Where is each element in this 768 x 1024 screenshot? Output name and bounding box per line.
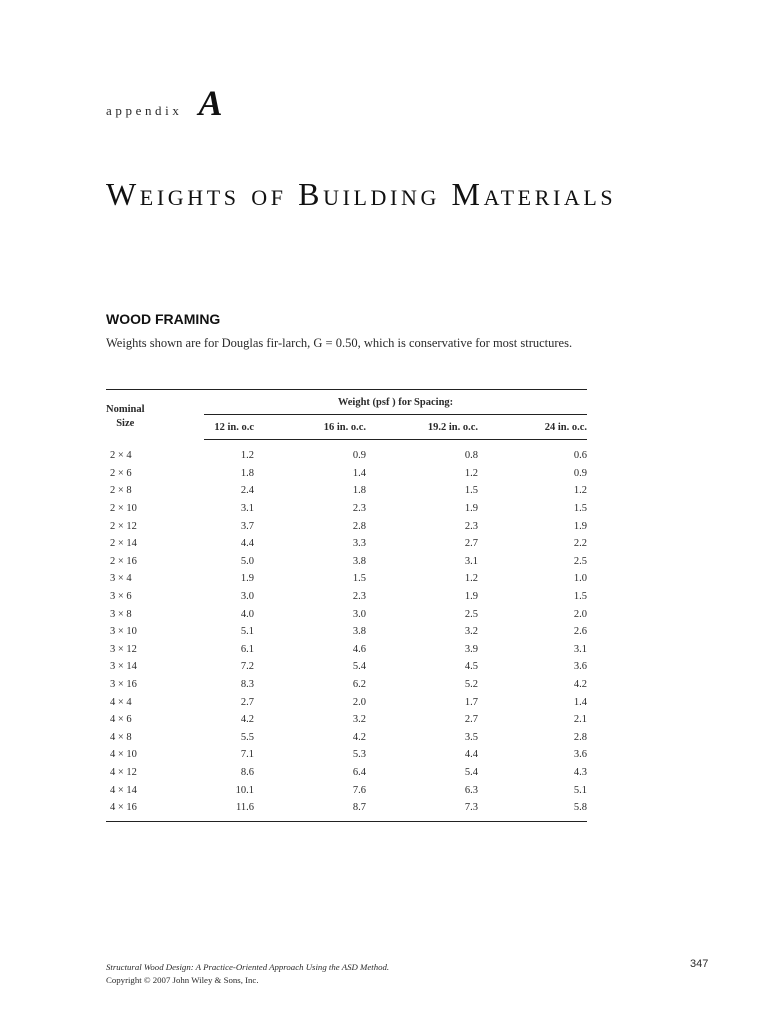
- weight-cell: 3.1: [464, 555, 478, 567]
- table-bottom-rule: [106, 816, 587, 822]
- nominal-size-cell: 2 × 8: [110, 485, 132, 497]
- weight-cell: 6.4: [352, 766, 366, 778]
- nominal-size-header: [106, 390, 204, 440]
- weight-cell: 6.2: [352, 679, 366, 691]
- weight-cell: 3.8: [352, 626, 366, 638]
- weight-cell: 8.7: [352, 802, 366, 814]
- weight-cell: 4.2: [573, 679, 587, 691]
- weights-table-container: [106, 389, 587, 822]
- nominal-size-cell: 3 × 14: [110, 661, 137, 673]
- weight-cell: 1.8: [352, 485, 366, 497]
- weight-cell: 6.3: [464, 784, 478, 796]
- nominal-size-cell: 4 × 14: [110, 784, 137, 796]
- weight-cell: 2.2: [573, 538, 587, 550]
- nominal-size-cell: 3 × 12: [110, 643, 137, 655]
- footer-credits: [106, 961, 389, 987]
- spacing-group-header: Weight (psf ) for Spacing:: [204, 390, 587, 415]
- weight-cell: 7.1: [240, 749, 254, 761]
- column-header: 12 in. o.c: [204, 415, 254, 440]
- weight-cell: 1.9: [464, 503, 478, 515]
- appendix-word: appendix: [106, 103, 183, 118]
- weight-cell: 1.2: [240, 450, 254, 462]
- weight-cell: 3.0: [240, 591, 254, 603]
- table-row: [106, 500, 587, 518]
- weight-cell: 1.2: [573, 485, 587, 497]
- weight-cell: 3.6: [573, 661, 587, 673]
- weight-cell: 2.8: [352, 520, 366, 532]
- appendix-label: [106, 82, 222, 122]
- nominal-size-cell: 2 × 16: [110, 555, 137, 567]
- weight-cell: 2.3: [352, 591, 366, 603]
- weight-cell: 0.6: [573, 450, 587, 462]
- nominal-size-cell: 4 × 12: [110, 766, 137, 778]
- nominal-size-cell: 2 × 10: [110, 503, 137, 515]
- weights-table: [106, 389, 587, 822]
- weight-cell: 3.3: [352, 538, 366, 550]
- table-row: [106, 482, 587, 500]
- weight-cell: 4.4: [464, 749, 478, 761]
- weight-cell: 2.4: [240, 485, 254, 497]
- weight-cell: 8.3: [240, 679, 254, 691]
- weight-cell: 1.0: [573, 573, 587, 585]
- weight-cell: 5.5: [240, 731, 254, 743]
- weight-cell: 3.2: [464, 626, 478, 638]
- weight-cell: 6.1: [240, 643, 254, 655]
- weight-cell: 5.8: [573, 802, 587, 814]
- weight-cell: 1.9: [573, 520, 587, 532]
- weight-cell: 2.0: [352, 696, 366, 708]
- table-row: [106, 799, 587, 817]
- weight-cell: 7.3: [464, 802, 478, 814]
- weight-cell: 2.6: [573, 626, 587, 638]
- table-row: [106, 553, 587, 571]
- weight-cell: 5.4: [464, 766, 478, 778]
- nominal-size-cell: 4 × 10: [110, 749, 137, 761]
- table-row: [106, 447, 587, 465]
- weight-cell: 3.5: [464, 731, 478, 743]
- nominal-size-cell: 3 × 16: [110, 679, 137, 691]
- table-body: [106, 440, 587, 822]
- nominal-size-cell: 2 × 4: [110, 450, 132, 462]
- weight-cell: 3.8: [352, 555, 366, 567]
- nominal-size-cell: 3 × 8: [110, 608, 132, 620]
- weight-cell: 3.1: [240, 503, 254, 515]
- spacer-cell: [106, 440, 587, 448]
- weight-cell: 4.0: [240, 608, 254, 620]
- table-row: [106, 517, 587, 535]
- weight-cell: 2.3: [352, 503, 366, 515]
- table-row: [106, 465, 587, 483]
- weight-cell: 1.9: [464, 591, 478, 603]
- weight-cell: 4.4: [240, 538, 254, 550]
- weight-cell: 0.8: [464, 450, 478, 462]
- table-row: [106, 781, 587, 799]
- nominal-size-header-line2: Size: [116, 417, 135, 429]
- weight-cell: 2.0: [573, 608, 587, 620]
- weight-cell: 2.8: [573, 731, 587, 743]
- weight-cell: 5.1: [573, 784, 587, 796]
- weight-cell: 3.1: [573, 643, 587, 655]
- weight-cell: 8.6: [240, 766, 254, 778]
- weight-cell: 2.1: [573, 714, 587, 726]
- weight-cell: 1.5: [573, 503, 587, 515]
- nominal-size-cell: 4 × 16: [110, 802, 137, 814]
- weight-cell: 7.2: [240, 661, 254, 673]
- column-header: 19.2 in. o.c.: [366, 415, 478, 440]
- weight-cell: 1.5: [573, 591, 587, 603]
- nominal-size-cell: 4 × 6: [110, 714, 132, 726]
- weight-cell: 1.4: [352, 467, 366, 479]
- weight-cell: 2.5: [464, 608, 478, 620]
- weight-cell: 11.6: [236, 802, 254, 814]
- weight-cell: 1.5: [352, 573, 366, 585]
- weight-cell: 4.2: [240, 714, 254, 726]
- nominal-size-cell: 3 × 4: [110, 573, 132, 585]
- weight-cell: 3.7: [240, 520, 254, 532]
- column-header: 16 in. o.c.: [254, 415, 366, 440]
- appendix-letter: A: [198, 83, 223, 123]
- table-row: [106, 535, 587, 553]
- table-header-group-row: [106, 390, 587, 415]
- weight-cell: 2.3: [464, 520, 478, 532]
- copyright-notice: Copyright © 2007 John Wiley & Sons, Inc.: [106, 975, 259, 985]
- nominal-size-cell: 3 × 10: [110, 626, 137, 638]
- weight-cell: 1.9: [240, 573, 254, 585]
- table-row: [106, 676, 587, 694]
- weight-cell: 2.7: [464, 714, 478, 726]
- table-row: [106, 605, 587, 623]
- weight-cell: 1.2: [464, 573, 478, 585]
- weight-cell: 7.6: [352, 784, 366, 796]
- table-row: [106, 746, 587, 764]
- section-heading: WOOD FRAMING: [106, 311, 221, 327]
- weight-cell: 1.4: [573, 696, 587, 708]
- book-title: Structural Wood Design: A Practice-Oriented Approach Using the ASD Method.: [106, 962, 390, 972]
- table-row: [106, 588, 587, 606]
- table-row: [106, 693, 587, 711]
- weight-cell: 3.6: [573, 749, 587, 761]
- bottom-rule-cell: [106, 816, 587, 822]
- weight-cell: 2.7: [240, 696, 254, 708]
- nominal-size-cell: 2 × 12: [110, 520, 137, 532]
- weight-cell: 5.0: [240, 555, 254, 567]
- weight-cell: 5.3: [352, 749, 366, 761]
- column-header: 24 in. o.c.: [478, 415, 587, 440]
- weight-cell: 3.9: [464, 643, 478, 655]
- nominal-size-cell: 2 × 14: [110, 538, 137, 550]
- table-row: [106, 623, 587, 641]
- nominal-size-cell: 3 × 6: [110, 591, 132, 603]
- weight-cell: 4.2: [352, 731, 366, 743]
- weight-cell: 1.2: [464, 467, 478, 479]
- weight-cell: 2.5: [573, 555, 587, 567]
- table-row: [106, 570, 587, 588]
- weight-cell: 3.2: [352, 714, 366, 726]
- weight-cell: 2.7: [464, 538, 478, 550]
- table-row: [106, 658, 587, 676]
- table-row: [106, 711, 587, 729]
- weight-cell: 1.8: [240, 467, 254, 479]
- table-row: [106, 764, 587, 782]
- weight-cell: 4.3: [573, 766, 587, 778]
- nominal-size-cell: 4 × 4: [110, 696, 132, 708]
- nominal-size-header-line1: Nominal: [106, 403, 145, 415]
- weight-cell: 4.5: [464, 661, 478, 673]
- nominal-size-cell: 4 × 8: [110, 731, 132, 743]
- table-row: [106, 729, 587, 747]
- weight-cell: 10.1: [235, 784, 254, 796]
- weight-cell: 1.5: [464, 485, 478, 497]
- weight-cell: 0.9: [352, 450, 366, 462]
- weight-cell: 4.6: [352, 643, 366, 655]
- chapter-title: Weights of Building Materials: [106, 176, 617, 212]
- nominal-size-cell: 2 × 6: [110, 467, 132, 479]
- page-number: 347: [690, 958, 709, 970]
- table-spacer: [106, 440, 587, 448]
- weight-cell: 0.9: [573, 467, 587, 479]
- weight-cell: 3.0: [352, 608, 366, 620]
- table-row: [106, 641, 587, 659]
- intro-paragraph: Weights shown are for Douglas fir-larch, G = 0.50, which is conservative for most structures.: [106, 336, 573, 350]
- weight-cell: 1.7: [464, 696, 478, 708]
- weight-cell: 5.1: [240, 626, 254, 638]
- weight-cell: 5.4: [352, 661, 366, 673]
- weight-cell: 5.2: [464, 679, 478, 691]
